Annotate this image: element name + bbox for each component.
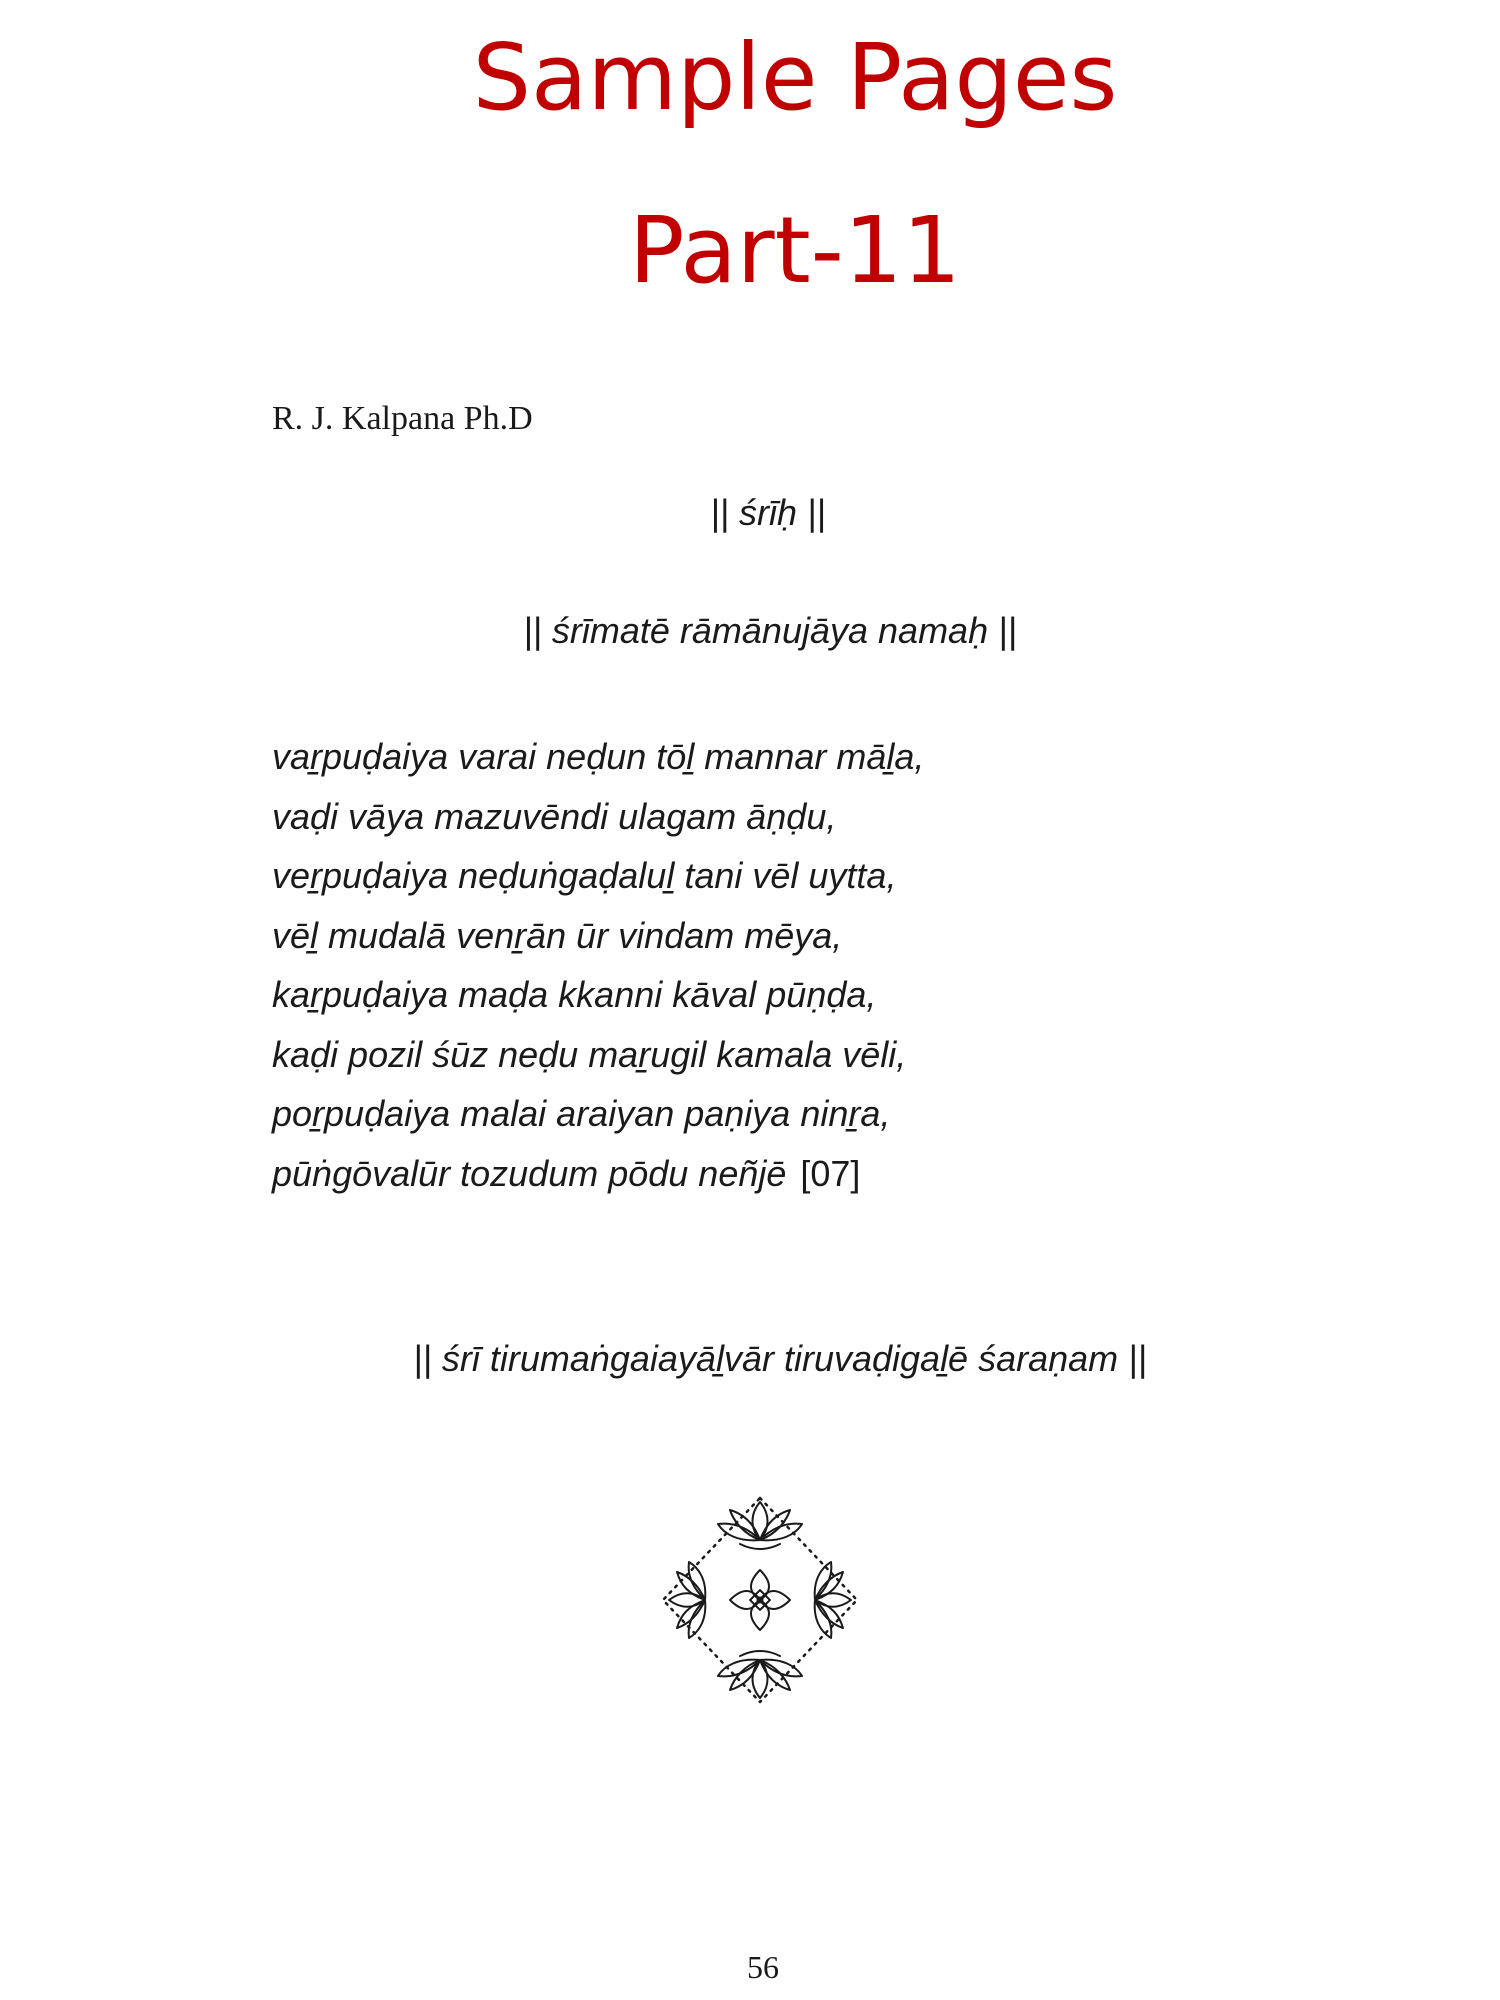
verse-line: veṟpuḍaiya neḍuṅgaḍaluḻ tani vēl uytta,: [272, 855, 897, 896]
invocation-alvar: || śrī tirumaṅgaiayāḻvār tiruvaḍigaḻē śaraṇam ||: [413, 1338, 1147, 1379]
page-number: 56: [747, 1949, 779, 1985]
invocation-ramanuja: || śrīmatē rāmānujāya namaḥ ||: [523, 610, 1017, 651]
verse-line: poṟpuḍaiya malai araiyan paṇiya ninṟa,: [272, 1093, 891, 1134]
invocation-sri: || śrīḥ ||: [710, 492, 826, 533]
verse-line-last: [272, 1144, 924, 1204]
lotus-rangoli-icon: [655, 1490, 865, 1710]
verse-line: vaṟpuḍaiya varai neḍun tōḻ mannar māḻa,: [272, 736, 925, 777]
sample-pages-title: Sample Pages: [472, 24, 1118, 131]
verse-line: vaḍi vāya mazuvēndi ulagam āṇḍu,: [272, 795, 837, 837]
verse-line: kaṟpuḍaiya maḍa kkanni kāval pūṇḍa,: [272, 974, 877, 1015]
author-name: R. J. Kalpana Ph.D: [272, 400, 533, 437]
verse-line-text: pūṅgōvalūr tozudum pōdu neñjē: [272, 1152, 787, 1194]
verse-line: vēḻ mudalā venṟān ūr vindam mēya,: [272, 914, 843, 956]
verse-line: kaḍi pozil śūz neḍu maṟugil kamala vēli,: [272, 1033, 907, 1075]
verse-number: [07]: [800, 1152, 861, 1194]
part-label: Part-11: [629, 197, 961, 304]
verse-block: [272, 727, 924, 1203]
